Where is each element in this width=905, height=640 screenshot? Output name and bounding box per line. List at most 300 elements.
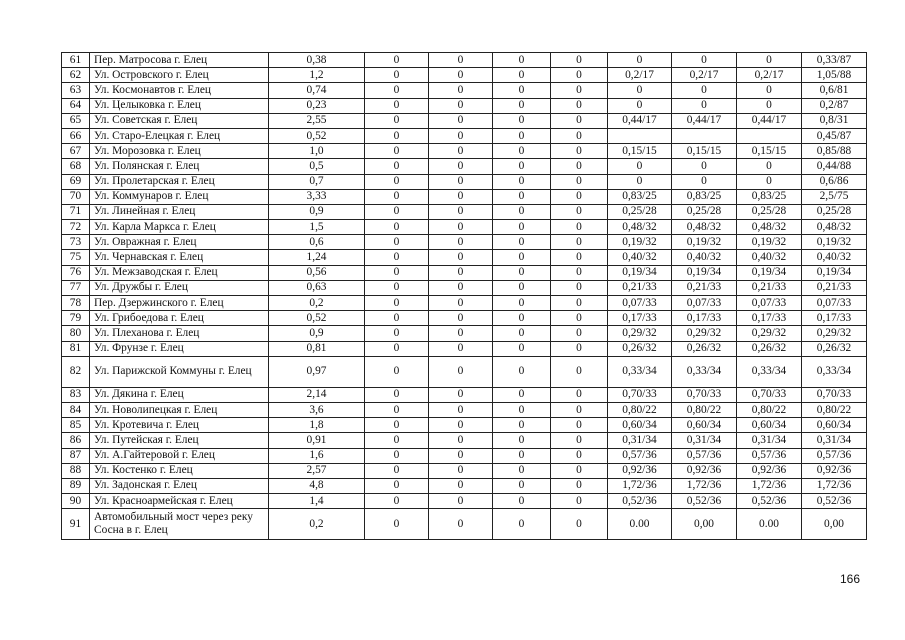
- value-cell: 0,97: [269, 356, 365, 387]
- value-cell: 0,25/28: [802, 204, 867, 219]
- value-cell: 0,31/34: [608, 433, 672, 448]
- row-number-cell: 91: [62, 509, 90, 540]
- value-cell: 0: [672, 83, 737, 98]
- value-cell: 0,80/22: [608, 402, 672, 417]
- value-cell: 0,74: [269, 83, 365, 98]
- table-row: [62, 402, 867, 417]
- value-cell: 0: [429, 235, 493, 250]
- street-name-cell: Ул. Линейная г. Елец: [90, 204, 269, 219]
- value-cell: 0: [429, 448, 493, 463]
- row-number-cell: 62: [62, 68, 90, 83]
- value-cell: 0: [365, 433, 429, 448]
- row-number-cell: 75: [62, 250, 90, 265]
- value-cell: 0: [608, 83, 672, 98]
- street-name-cell: Ул. Межзаводская г. Елец: [90, 265, 269, 280]
- value-cell: 0,57/36: [672, 448, 737, 463]
- value-cell: 0: [429, 53, 493, 68]
- value-cell: 0,07/33: [737, 296, 802, 311]
- value-cell: 0: [429, 250, 493, 265]
- value-cell: 0: [429, 296, 493, 311]
- value-cell: 0: [429, 433, 493, 448]
- value-cell: 0: [493, 402, 551, 417]
- row-number-cell: 86: [62, 433, 90, 448]
- value-cell: 0: [365, 144, 429, 159]
- value-cell: 0: [493, 220, 551, 235]
- value-cell: 0,25/28: [608, 204, 672, 219]
- value-cell: 0,60/34: [737, 418, 802, 433]
- data-table: [61, 52, 867, 540]
- value-cell: 0,00: [802, 509, 867, 540]
- value-cell: 0,33/87: [802, 53, 867, 68]
- value-cell: 0: [365, 418, 429, 433]
- value-cell: 0,57/36: [802, 448, 867, 463]
- value-cell: 0: [365, 98, 429, 113]
- value-cell: 0: [365, 356, 429, 387]
- value-cell: 0,25/28: [737, 204, 802, 219]
- value-cell: 0: [551, 235, 608, 250]
- value-cell: 0,60/34: [608, 418, 672, 433]
- value-cell: 0,33/34: [737, 356, 802, 387]
- value-cell: 0,19/32: [608, 235, 672, 250]
- value-cell: 0,57/36: [608, 448, 672, 463]
- value-cell: [672, 128, 737, 143]
- table-row: [62, 113, 867, 128]
- row-number-cell: 76: [62, 265, 90, 280]
- value-cell: 0: [493, 448, 551, 463]
- value-cell: 0,2/17: [737, 68, 802, 83]
- value-cell: 0: [551, 204, 608, 219]
- street-name-cell: Ул. Чернавская г. Елец: [90, 250, 269, 265]
- value-cell: 0: [429, 83, 493, 98]
- value-cell: 0: [493, 280, 551, 295]
- value-cell: 0: [429, 220, 493, 235]
- row-number-cell: 89: [62, 478, 90, 493]
- value-cell: 0,15/15: [672, 144, 737, 159]
- value-cell: 0,26/32: [802, 341, 867, 356]
- value-cell: 0: [493, 235, 551, 250]
- street-name-cell: Ул. Островского г. Елец: [90, 68, 269, 83]
- value-cell: 0,45/87: [802, 128, 867, 143]
- value-cell: 0,70/33: [802, 387, 867, 402]
- value-cell: 0: [429, 144, 493, 159]
- value-cell: 0,70/33: [672, 387, 737, 402]
- street-name-cell: Ул. Костенко г. Елец: [90, 463, 269, 478]
- value-cell: 0: [365, 235, 429, 250]
- value-cell: 0,48/32: [608, 220, 672, 235]
- value-cell: 0: [429, 509, 493, 540]
- value-cell: 0: [429, 128, 493, 143]
- value-cell: 0,21/33: [608, 280, 672, 295]
- value-cell: 0: [551, 356, 608, 387]
- street-name-cell: Ул. А.Гайтеровой г. Елец: [90, 448, 269, 463]
- value-cell: 0,2: [269, 509, 365, 540]
- value-cell: 0,48/32: [737, 220, 802, 235]
- value-cell: 1,6: [269, 448, 365, 463]
- value-cell: 0: [493, 356, 551, 387]
- value-cell: 0,52/36: [802, 494, 867, 509]
- value-cell: 0: [551, 144, 608, 159]
- street-name-cell: Ул. Старо-Елецкая г. Елец: [90, 128, 269, 143]
- value-cell: 1,72/36: [608, 478, 672, 493]
- value-cell: 0,19/32: [672, 235, 737, 250]
- value-cell: 0: [365, 402, 429, 417]
- street-name-cell: Ул. Новолипецкая г. Елец: [90, 402, 269, 417]
- street-name-cell: Ул. Карла Маркса г. Елец: [90, 220, 269, 235]
- value-cell: 0,40/32: [672, 250, 737, 265]
- value-cell: 0,21/33: [802, 280, 867, 295]
- value-cell: 0: [551, 296, 608, 311]
- value-cell: 0,23: [269, 98, 365, 113]
- value-cell: 0,19/34: [608, 265, 672, 280]
- value-cell: 0: [493, 509, 551, 540]
- value-cell: 0,19/34: [737, 265, 802, 280]
- value-cell: 0,48/32: [672, 220, 737, 235]
- value-cell: 2,57: [269, 463, 365, 478]
- street-name-cell: Ул. Советская г. Елец: [90, 113, 269, 128]
- value-cell: 0: [429, 463, 493, 478]
- value-cell: 0: [608, 159, 672, 174]
- value-cell: 0: [672, 159, 737, 174]
- row-number-cell: 64: [62, 98, 90, 113]
- value-cell: 0: [493, 204, 551, 219]
- street-name-cell: Ул. Грибоедова г. Елец: [90, 311, 269, 326]
- value-cell: 0: [429, 204, 493, 219]
- value-cell: 0,85/88: [802, 144, 867, 159]
- value-cell: 0: [493, 478, 551, 493]
- value-cell: 0: [551, 509, 608, 540]
- value-cell: 0: [551, 463, 608, 478]
- value-cell: 0,26/32: [672, 341, 737, 356]
- row-number-cell: 78: [62, 296, 90, 311]
- street-name-cell: Ул. Задонская г. Елец: [90, 478, 269, 493]
- row-number-cell: 63: [62, 83, 90, 98]
- value-cell: 0: [493, 189, 551, 204]
- row-number-cell: 77: [62, 280, 90, 295]
- value-cell: 0,8/31: [802, 113, 867, 128]
- value-cell: 0: [551, 128, 608, 143]
- value-cell: 0,48/32: [802, 220, 867, 235]
- value-cell: 0: [551, 494, 608, 509]
- table-row: [62, 494, 867, 509]
- value-cell: 0: [365, 159, 429, 174]
- row-number-cell: 65: [62, 113, 90, 128]
- row-number-cell: 82: [62, 356, 90, 387]
- value-cell: 0,07/33: [672, 296, 737, 311]
- value-cell: 0,7: [269, 174, 365, 189]
- value-cell: 0: [551, 280, 608, 295]
- value-cell: 0,70/33: [608, 387, 672, 402]
- value-cell: 0: [493, 494, 551, 509]
- value-cell: 0: [365, 326, 429, 341]
- value-cell: 0: [551, 311, 608, 326]
- value-cell: 0,19/34: [672, 265, 737, 280]
- value-cell: 0: [365, 113, 429, 128]
- value-cell: 0,80/22: [802, 402, 867, 417]
- street-name-cell: Ул. Кротевича г. Елец: [90, 418, 269, 433]
- value-cell: 0,17/33: [802, 311, 867, 326]
- value-cell: 0: [551, 433, 608, 448]
- street-name-cell: Ул. Плеханова г. Елец: [90, 326, 269, 341]
- value-cell: 0,63: [269, 280, 365, 295]
- value-cell: 0,19/32: [802, 235, 867, 250]
- table-body: [62, 53, 867, 540]
- row-number-cell: 90: [62, 494, 90, 509]
- value-cell: 0: [429, 326, 493, 341]
- value-cell: 0,00: [672, 509, 737, 540]
- value-cell: 0,57/36: [737, 448, 802, 463]
- value-cell: 0,60/34: [802, 418, 867, 433]
- value-cell: 0,91: [269, 433, 365, 448]
- table-row: [62, 68, 867, 83]
- table-row: [62, 235, 867, 250]
- value-cell: 0: [493, 296, 551, 311]
- row-number-cell: 67: [62, 144, 90, 159]
- value-cell: 0: [672, 174, 737, 189]
- value-cell: 0: [737, 174, 802, 189]
- value-cell: 0,52/36: [672, 494, 737, 509]
- value-cell: 0,31/34: [802, 433, 867, 448]
- row-number-cell: 87: [62, 448, 90, 463]
- value-cell: 0,31/34: [672, 433, 737, 448]
- value-cell: 1,24: [269, 250, 365, 265]
- value-cell: 0: [551, 174, 608, 189]
- value-cell: 0,07/33: [802, 296, 867, 311]
- value-cell: 3,33: [269, 189, 365, 204]
- table-row: [62, 83, 867, 98]
- value-cell: 3,6: [269, 402, 365, 417]
- row-number-cell: 85: [62, 418, 90, 433]
- table-row: [62, 478, 867, 493]
- value-cell: 0: [429, 494, 493, 509]
- value-cell: 0: [493, 113, 551, 128]
- value-cell: 0,92/36: [737, 463, 802, 478]
- value-cell: 0,5: [269, 159, 365, 174]
- value-cell: 0: [493, 387, 551, 402]
- street-name-cell: Ул. Овражная г. Елец: [90, 235, 269, 250]
- value-cell: 0: [551, 341, 608, 356]
- street-name-cell: Ул. Парижской Коммуны г. Елец: [90, 356, 269, 387]
- table-row: [62, 250, 867, 265]
- value-cell: 1,5: [269, 220, 365, 235]
- value-cell: 0: [429, 159, 493, 174]
- value-cell: 0: [551, 189, 608, 204]
- value-cell: 0,92/36: [608, 463, 672, 478]
- value-cell: 0,17/33: [737, 311, 802, 326]
- street-name-cell: Ул. Коммунаров г. Елец: [90, 189, 269, 204]
- value-cell: 0: [551, 83, 608, 98]
- value-cell: 0: [429, 311, 493, 326]
- value-cell: 0,19/34: [802, 265, 867, 280]
- value-cell: 0: [493, 68, 551, 83]
- value-cell: 0: [493, 53, 551, 68]
- value-cell: 0,9: [269, 326, 365, 341]
- value-cell: 0: [551, 53, 608, 68]
- value-cell: 1,8: [269, 418, 365, 433]
- value-cell: 0,9: [269, 204, 365, 219]
- value-cell: 0,83/25: [608, 189, 672, 204]
- value-cell: 0: [365, 387, 429, 402]
- value-cell: 0,56: [269, 265, 365, 280]
- value-cell: 0,40/32: [737, 250, 802, 265]
- value-cell: 0,81: [269, 341, 365, 356]
- value-cell: 0: [365, 220, 429, 235]
- value-cell: 0: [493, 341, 551, 356]
- value-cell: 0: [493, 265, 551, 280]
- value-cell: 0: [737, 159, 802, 174]
- value-cell: 0: [365, 174, 429, 189]
- value-cell: 0,6/81: [802, 83, 867, 98]
- row-number-cell: 69: [62, 174, 90, 189]
- value-cell: 0: [551, 98, 608, 113]
- value-cell: 0: [429, 280, 493, 295]
- table-row: [62, 159, 867, 174]
- value-cell: 0: [365, 341, 429, 356]
- value-cell: 0,29/32: [608, 326, 672, 341]
- value-cell: 2,14: [269, 387, 365, 402]
- value-cell: 0,17/33: [672, 311, 737, 326]
- value-cell: 0: [365, 494, 429, 509]
- value-cell: 0,33/34: [608, 356, 672, 387]
- value-cell: 0,31/34: [737, 433, 802, 448]
- value-cell: [608, 128, 672, 143]
- street-name-cell: Ул. Морозовка г. Елец: [90, 144, 269, 159]
- table-row: [62, 356, 867, 387]
- table-row: [62, 418, 867, 433]
- value-cell: 0,33/34: [802, 356, 867, 387]
- value-cell: 0: [365, 128, 429, 143]
- row-number-cell: 70: [62, 189, 90, 204]
- table-row: [62, 204, 867, 219]
- value-cell: 0: [551, 159, 608, 174]
- value-cell: 0,83/25: [672, 189, 737, 204]
- value-cell: 0: [551, 448, 608, 463]
- street-name-cell: Ул. Путейская г. Елец: [90, 433, 269, 448]
- value-cell: 0: [493, 250, 551, 265]
- value-cell: 0,40/32: [608, 250, 672, 265]
- value-cell: 0,92/36: [802, 463, 867, 478]
- value-cell: 0,17/33: [608, 311, 672, 326]
- value-cell: 0: [737, 53, 802, 68]
- value-cell: 0,44/17: [672, 113, 737, 128]
- value-cell: 0: [551, 478, 608, 493]
- table-row: [62, 53, 867, 68]
- street-name-cell: Ул. Фрунзе г. Елец: [90, 341, 269, 356]
- value-cell: 4,8: [269, 478, 365, 493]
- value-cell: 0: [737, 98, 802, 113]
- value-cell: 1,0: [269, 144, 365, 159]
- value-cell: 0: [493, 174, 551, 189]
- value-cell: 0,26/32: [737, 341, 802, 356]
- value-cell: 0: [365, 250, 429, 265]
- row-number-cell: 61: [62, 53, 90, 68]
- value-cell: 1,4: [269, 494, 365, 509]
- value-cell: 0: [365, 204, 429, 219]
- value-cell: 0: [608, 174, 672, 189]
- value-cell: 0,21/33: [672, 280, 737, 295]
- table-row: [62, 174, 867, 189]
- value-cell: 1,2: [269, 68, 365, 83]
- value-cell: 1,72/36: [672, 478, 737, 493]
- value-cell: 0: [429, 418, 493, 433]
- street-name-cell: Ул. Красноармейская г. Елец: [90, 494, 269, 509]
- value-cell: 0: [493, 98, 551, 113]
- value-cell: 1,05/88: [802, 68, 867, 83]
- table-row: [62, 311, 867, 326]
- value-cell: 0,21/33: [737, 280, 802, 295]
- value-cell: 0: [365, 83, 429, 98]
- value-cell: 0,2/17: [608, 68, 672, 83]
- table-row: [62, 509, 867, 540]
- value-cell: 0: [493, 326, 551, 341]
- value-cell: 0: [365, 265, 429, 280]
- value-cell: 0,44/17: [608, 113, 672, 128]
- row-number-cell: 72: [62, 220, 90, 235]
- value-cell: 0: [365, 311, 429, 326]
- value-cell: 0: [551, 250, 608, 265]
- value-cell: 0: [551, 402, 608, 417]
- value-cell: 0: [365, 509, 429, 540]
- row-number-cell: 81: [62, 341, 90, 356]
- value-cell: 0,44/17: [737, 113, 802, 128]
- value-cell: 0: [429, 356, 493, 387]
- table-row: [62, 387, 867, 402]
- value-cell: 0: [365, 296, 429, 311]
- table-row: [62, 296, 867, 311]
- page-number: 166: [839, 572, 860, 586]
- value-cell: 0,6/86: [802, 174, 867, 189]
- street-name-cell: Ул. Дружбы г. Елец: [90, 280, 269, 295]
- value-cell: [737, 128, 802, 143]
- value-cell: 0: [365, 53, 429, 68]
- value-cell: 1,72/36: [737, 478, 802, 493]
- value-cell: 0: [429, 265, 493, 280]
- value-cell: 0: [429, 189, 493, 204]
- value-cell: 0: [365, 463, 429, 478]
- value-cell: 0: [365, 68, 429, 83]
- street-name-cell: Ул. Космонавтов г. Елец: [90, 83, 269, 98]
- value-cell: 0: [493, 311, 551, 326]
- value-cell: 0,29/32: [737, 326, 802, 341]
- table-row: [62, 189, 867, 204]
- street-name-cell: Пер. Матросова г. Елец: [90, 53, 269, 68]
- street-name-cell: Ул. Полянская г. Елец: [90, 159, 269, 174]
- value-cell: 0: [672, 98, 737, 113]
- value-cell: 0: [493, 159, 551, 174]
- row-number-cell: 68: [62, 159, 90, 174]
- value-cell: 0,29/32: [672, 326, 737, 341]
- value-cell: 0,52/36: [608, 494, 672, 509]
- value-cell: 0: [429, 478, 493, 493]
- value-cell: 0,2/87: [802, 98, 867, 113]
- value-cell: 0: [429, 174, 493, 189]
- value-cell: 0: [493, 418, 551, 433]
- value-cell: 0,80/22: [672, 402, 737, 417]
- value-cell: 2,5/75: [802, 189, 867, 204]
- value-cell: 0,19/32: [737, 235, 802, 250]
- value-cell: 0: [493, 144, 551, 159]
- value-cell: 0: [608, 98, 672, 113]
- value-cell: 0: [493, 128, 551, 143]
- value-cell: 0,52/36: [737, 494, 802, 509]
- table-row: [62, 280, 867, 295]
- table-row: [62, 144, 867, 159]
- value-cell: 0: [672, 53, 737, 68]
- value-cell: 0,52: [269, 311, 365, 326]
- value-cell: 0: [429, 68, 493, 83]
- value-cell: 0: [365, 478, 429, 493]
- value-cell: 0: [493, 433, 551, 448]
- value-cell: 0: [551, 113, 608, 128]
